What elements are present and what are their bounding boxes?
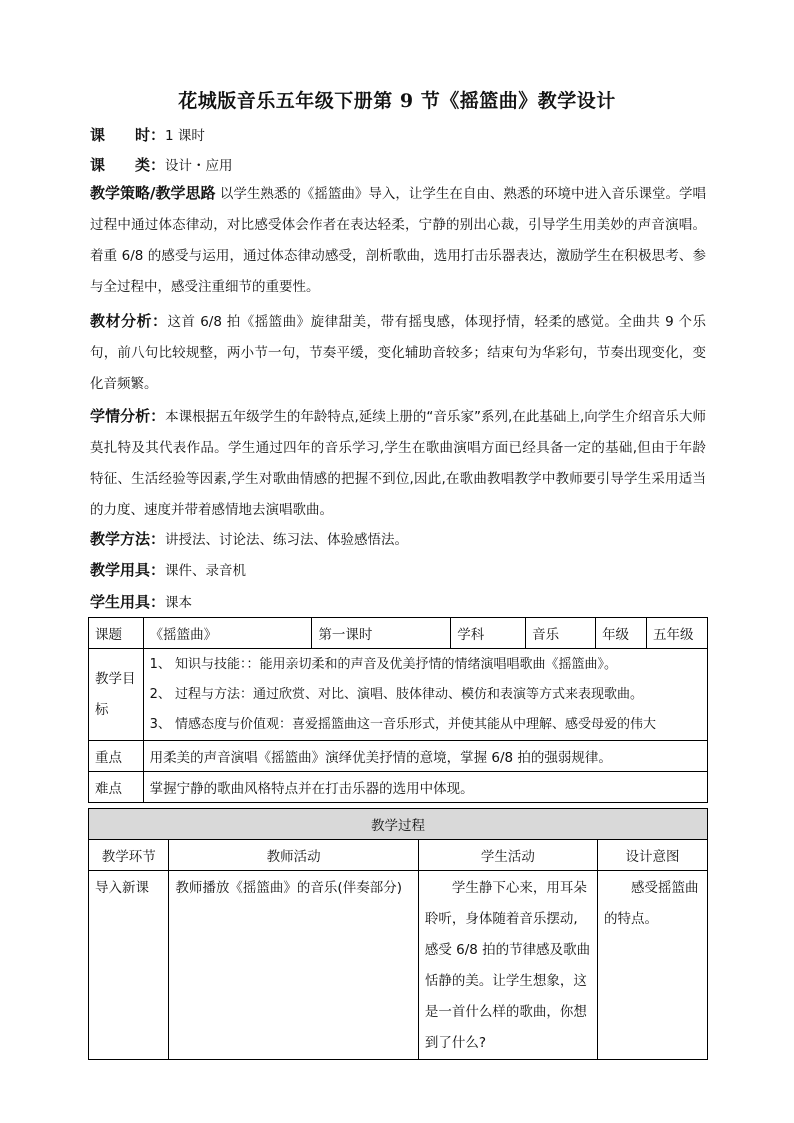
teaching-process-table: [88, 808, 708, 1060]
class-type-label: 课 类：: [90, 156, 166, 174]
methods-text: 讲授法、讨论法、练习法、体验感悟法。: [165, 532, 409, 548]
teacher-activity-cell: 教师播放《摇篮曲》的音乐(伴奏部分): [169, 871, 418, 1060]
material-label: 教材分析：: [90, 312, 168, 330]
grade-value-cell: 五年级: [647, 618, 708, 649]
class-hours-value: 1 课时: [165, 128, 205, 144]
class-type-line: [90, 154, 233, 175]
tools-paragraph: [90, 555, 706, 587]
topic-value-cell: 《摇篮曲》: [143, 618, 312, 649]
students-label: 学情分析：: [90, 407, 166, 425]
subject-value-cell: 音乐: [526, 618, 596, 649]
strategy-paragraph: [90, 178, 706, 303]
goal-item: 2、 过程与方法：通过欣赏、对比、演唱、肢体律动、模仿和表演等方式来表现歌曲。: [149, 686, 644, 702]
student-tools-label: 学生用具：: [90, 593, 166, 611]
tools-text: 课件、录音机: [165, 563, 247, 579]
table-row: [89, 649, 708, 741]
methods-paragraph: [90, 524, 706, 556]
column-header: 学生活动: [418, 840, 597, 871]
goals-label-cell: 教学目标: [89, 649, 144, 741]
class-hours-line: [90, 124, 205, 145]
column-header: 设计意图: [598, 840, 708, 871]
table-row: [89, 741, 708, 772]
grade-label-cell: 年级: [596, 618, 647, 649]
table-row: [89, 772, 708, 803]
students-text: 本课根据五年级学生的年龄特点,延续上册的“音乐家”系列,在此基础上,向学生介绍音乐大师莫扎特及其代表作品。学生通过四年的音乐学习,学生在歌曲演唱方面已经具备一定的基础,但由于年龄特征、生活经验等因素,学生对歌曲情感的把握不到位,因此,在歌曲教唱教学中教师要引导学生采用适当的力度、速度并带着感情地去演唱歌曲。: [90, 409, 706, 518]
lesson-info-table: [88, 617, 708, 803]
strategy-label: 教学策略/教学思路: [90, 184, 216, 202]
table-row: [89, 618, 708, 649]
key-value-cell: 用柔美的声音演唱《摇篮曲》演绎优美抒情的意境，掌握 6/8 拍的强弱规律。: [143, 741, 707, 772]
student-tools-text: 课本: [165, 595, 193, 611]
lesson-cell: 第一课时: [312, 618, 451, 649]
process-header-cell: 教学过程: [89, 809, 708, 840]
goal-item: 3、 情感态度与价值观：喜爱摇篮曲这一音乐形式，并使其能从中理解、感受母爱的伟大: [149, 716, 657, 732]
strategy-text: 以学生熟悉的《摇篮曲》导入，让学生在自由、熟悉的环境中进入音乐课堂。学唱过程中通过体态律动，对比感受体会作者在表达轻柔，宁静的别出心裁，引导学生用美妙的声音演唱。 着重 6/8 的感受与运用，通过体态律动感受，剖析歌曲，选用打击乐器表达，激励学生在积极思考、参与全过程中，感受注重细节的重要性。: [90, 186, 706, 295]
stage-cell: 导入新课: [89, 871, 169, 1060]
class-hours-label: 课 时：: [90, 126, 166, 144]
design-intent-cell: 感受摇篮曲的特点。: [598, 871, 708, 1060]
key-label-cell: 重点: [89, 741, 144, 772]
student-tools-paragraph: [90, 587, 706, 619]
goals-cell: [143, 649, 707, 741]
difficulty-value-cell: 掌握宁静的歌曲风格特点并在打击乐器的选用中体现。: [143, 772, 707, 803]
column-header: 教师活动: [169, 840, 418, 871]
material-paragraph: [90, 306, 706, 400]
material-text: 这首 6/8 拍《摇篮曲》旋律甜美，带有摇曳感，体现抒情，轻柔的感觉。全曲共 9 个乐句，前八句比较规整，两小节一句，节奏平缓，变化辅助音较多；结束句为华彩句，节奏出现变化，变化音频繁。: [90, 314, 706, 392]
table-row: [89, 840, 708, 871]
student-activity-cell: 学生静下心来，用耳朵聆听，身体随着音乐摆动,感受 6/8 拍的节律感及歌曲恬静的美。让学生想象，这是一首什么样的歌曲，你想到了什么?: [418, 871, 597, 1060]
table-row: [89, 809, 708, 840]
class-type-value: 设计・应用: [165, 158, 233, 174]
document-title: 花城版音乐五年级下册第 9 节《摇篮曲》教学设计: [178, 90, 616, 112]
topic-label-cell: 课题: [89, 618, 144, 649]
tools-label: 教学用具：: [90, 561, 166, 579]
students-paragraph: [90, 401, 706, 526]
subject-label-cell: 学科: [451, 618, 526, 649]
difficulty-label-cell: 难点: [89, 772, 144, 803]
methods-label: 教学方法：: [90, 530, 166, 548]
table-row: [89, 871, 708, 1060]
column-header: 教学环节: [89, 840, 169, 871]
goal-item: 1、 知识与技能：：能用亲切柔和的声音及优美抒情的情绪演唱唱歌曲《摇篮曲》。: [149, 656, 618, 672]
